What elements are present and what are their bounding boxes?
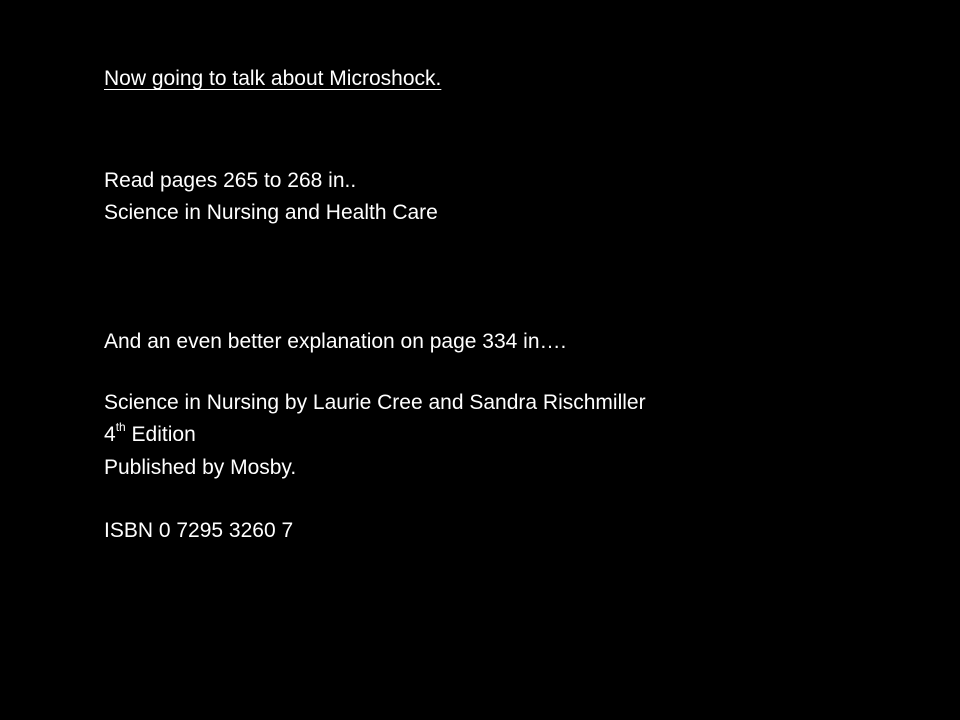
reading-book-title: Science in Nursing and Health Care bbox=[104, 201, 438, 224]
edition-suffix: th bbox=[115, 420, 126, 434]
book-publisher: Published by Mosby. bbox=[104, 456, 297, 479]
slide-heading: Now going to talk about Microshock. bbox=[104, 67, 442, 90]
reading-instruction: Read pages 265 to 268 in.. bbox=[104, 169, 357, 192]
better-explanation-intro: And an even better explanation on page 334 in…. bbox=[104, 330, 567, 353]
book-isbn: ISBN 0 7295 3260 7 bbox=[104, 519, 294, 542]
edition-number: 4 bbox=[104, 423, 116, 446]
edition-word: Edition bbox=[125, 423, 196, 446]
book-title-authors: Science in Nursing by Laurie Cree and Sandra Rischmiller bbox=[104, 391, 646, 414]
book-edition bbox=[104, 422, 196, 448]
